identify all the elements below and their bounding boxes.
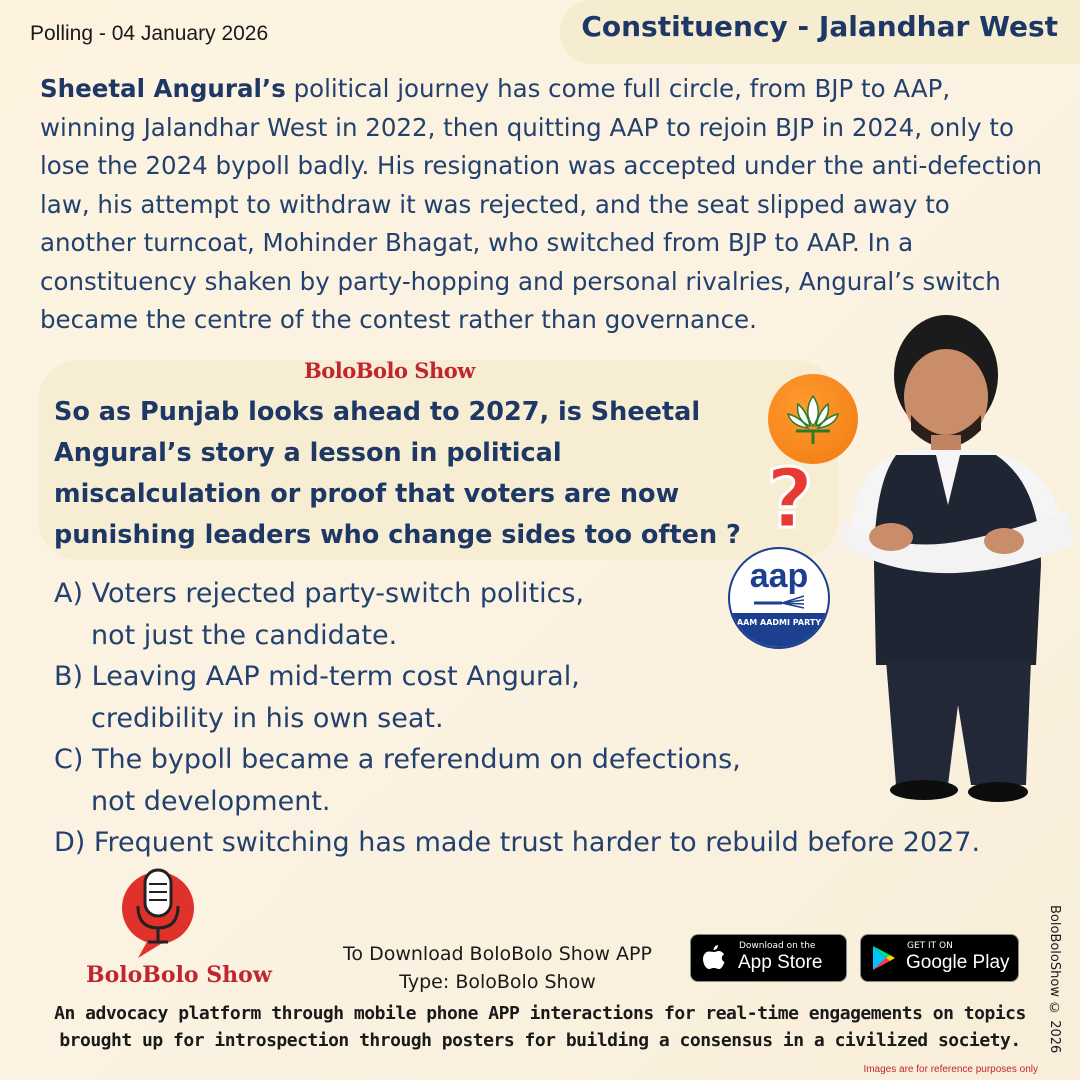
bolobolo-mic-logo xyxy=(118,862,198,962)
download-line2: Type: BoloBolo Show xyxy=(399,971,596,993)
option-b-line1: B) Leaving AAP mid-term cost Angural, xyxy=(54,661,580,692)
question-brand: BoloBolo Show xyxy=(304,358,475,383)
google-play-small-text: GET IT ON xyxy=(907,941,953,951)
politician-photo xyxy=(836,305,1076,815)
option-a-line2: not just the candidate. xyxy=(91,619,398,651)
option-c-line1: C) The bypoll became a referendum on defections, xyxy=(54,744,741,775)
intro-name: Sheetal Angural’s xyxy=(40,74,286,103)
intro-text: political journey has come full circle, from BJP to AAP, winning Jalandhar West in 2022, then quitting AAP to rejoin BJP in 2024, only to lose the 2024 bypoll badly. His resignation was accepted under the anti-defection law, his attempt to withdraw it was rejected, and the seat slipped away to another turncoat, Mohinder Bhagat, who switched from BJP to AAP. In a constituency shaken by party-hopping and personal rivalries, Angural’s switch became the centre of the contest rather than governance. xyxy=(40,74,1043,334)
google-play-big-text: Google Play xyxy=(906,952,1010,973)
app-store-small-text: Download on the xyxy=(739,941,816,951)
disclaimer: Images are for reference purposes only xyxy=(863,1064,1038,1075)
polling-date: Polling - 04 January 2026 xyxy=(30,22,269,45)
broom-icon xyxy=(752,595,806,611)
google-play-button[interactable] xyxy=(860,934,1019,982)
option-b-line2: credibility in his own seat. xyxy=(91,702,444,734)
copyright: BoloBoloShow © 2026 xyxy=(1047,905,1062,1054)
apple-icon xyxy=(703,945,725,971)
option-a-line1: A) Voters rejected party-switch politics, xyxy=(54,578,585,609)
footer-brand: BoloBolo Show xyxy=(86,962,272,988)
aap-logo-text: aap xyxy=(749,557,809,595)
aap-logo-band: AAM AADMI PARTY xyxy=(730,613,828,649)
app-store-button[interactable] xyxy=(690,934,847,982)
aap-logo xyxy=(728,547,830,649)
poll-question: So as Punjab looks ahead to 2027, is Sheetal Angural’s story a lesson in political miscalculation or proof that voters are now punishing leaders who change sides too often ? xyxy=(54,397,741,550)
intro-paragraph xyxy=(40,70,1050,340)
option-d[interactable] xyxy=(54,822,1044,864)
constituency-title: Constituency - Jalandhar West xyxy=(581,10,1058,43)
footer-tagline: An advocacy platform through mobile phone APP interactions for real-time engagements on topics brought up for introspection through posters for building a consensus in a civilized society. xyxy=(54,1003,1026,1051)
question-mark-icon: ? xyxy=(766,452,814,547)
app-store-big-text: App Store xyxy=(738,952,823,973)
google-play-icon xyxy=(871,945,897,971)
download-info xyxy=(320,940,675,996)
download-line1: To Download BoloBolo Show APP xyxy=(343,943,652,965)
option-d-line1: D) Frequent switching has made trust harder to rebuild before 2027. xyxy=(54,827,981,858)
option-c-line2: not development. xyxy=(91,785,331,817)
